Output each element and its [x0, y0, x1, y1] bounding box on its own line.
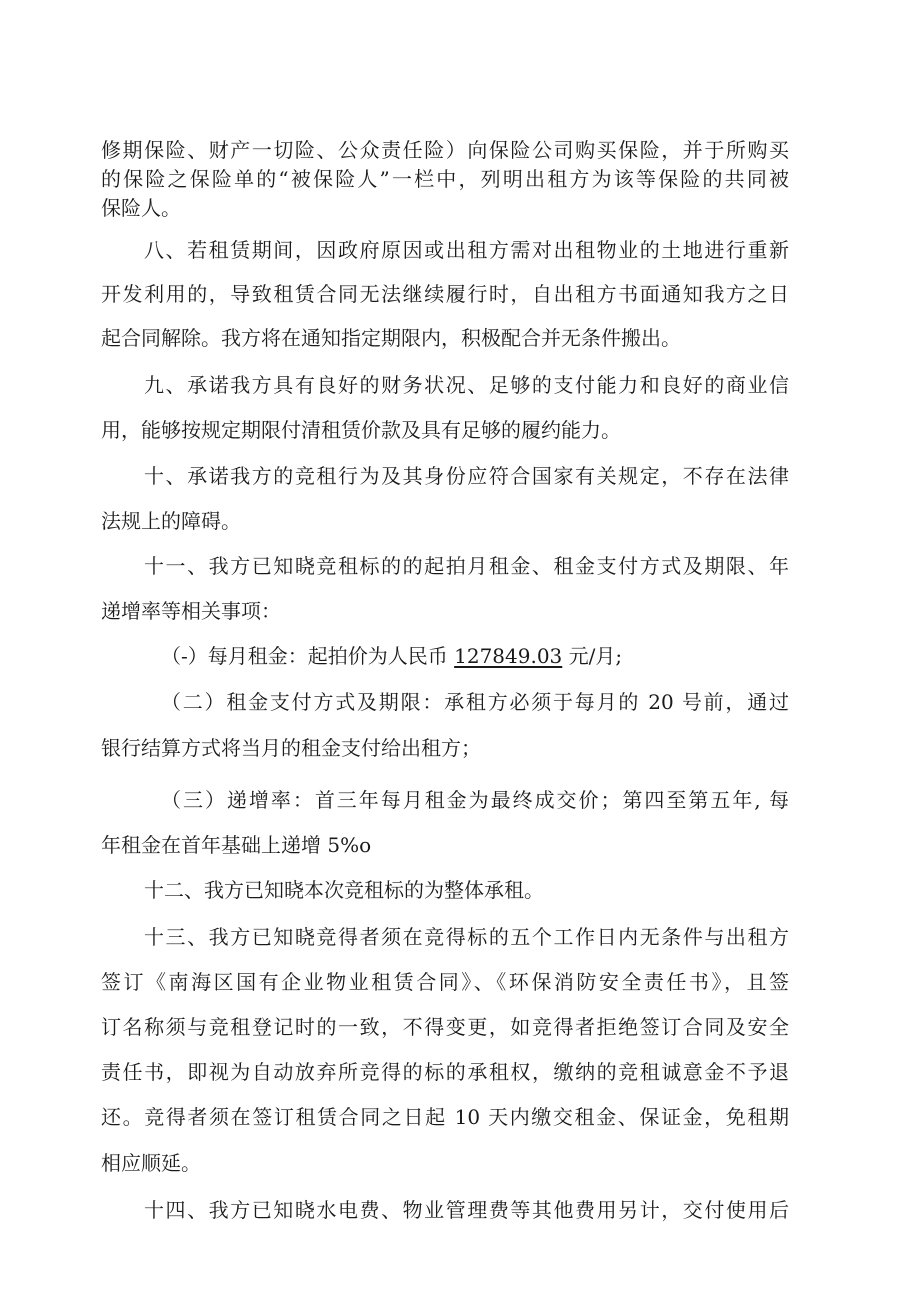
p9-line-2: 用，能够按规定期限付清租赁价款及具有足够的履约能力。 — [101, 418, 621, 442]
p11-line-1: 十一、我方已知晓竞租标的的起拍月租金、租金支付方式及期限、年 — [144, 554, 789, 578]
p14-line-1: 十四、我方已知晓水电费、物业管理费等其他费用另计，交付使用后 — [144, 1198, 789, 1222]
p10-line-1: 十、承诺我方的竞租行为及其身份应符合国家有关规定，不存在法律 — [144, 464, 789, 488]
item2-line-1: （二）租金支付方式及期限：承租方必须于每月的 20 号前，通过 — [161, 690, 789, 714]
item1-line — [161, 642, 622, 670]
item1-prefix: （-）每月租金：起拍价为人民币 — [161, 644, 455, 668]
starting-rent-amount: 127849.03 — [454, 644, 563, 668]
p13-line-1: 十三、我方已知晓竞得者须在竞得标的五个工作日内无条件与出租方 — [144, 925, 789, 949]
item2-line-2: 银行结算方式将当月的租金支付给出租方； — [101, 736, 481, 760]
item3-line-1: （三）递增率：首三年每月租金为最终成交价；第四至第五年, 每 — [161, 788, 789, 812]
p12-line-1: 十二、我方已知晓本次竞租标的为整体承租。 — [144, 878, 544, 902]
p7-line-2: 的保险之保险单的“被保险人”一栏中，列明出租方为该等保险的共同被 — [101, 167, 789, 191]
p8-line-3: 起合同解除。我方将在通知指定期限内，积极配合并无条件搬出。 — [101, 326, 681, 350]
p7-line-3: 保险人。 — [101, 196, 181, 220]
item1-suffix: 元/月; — [562, 644, 623, 668]
item3-line-2: 年租金在首年基础上递增 5%o — [101, 833, 372, 857]
p8-line-2: 开发利用的，导致租赁合同无法继续履行时，自出租方书面通知我方之日 — [101, 282, 789, 306]
p13-line-4: 责任书，即视为自动放弃所竞得的标的承租权，缴纳的竞租诚意金不予退 — [101, 1060, 789, 1084]
p8-line-1: 八、若租赁期间，因政府原因或出租方需对出租物业的土地进行重新 — [144, 238, 789, 262]
p9-line-1: 九、承诺我方具有良好的财务状况、足够的支付能力和良好的商业信 — [144, 373, 789, 397]
p7-line-1: 修期保险、财产一切险、公众责任险）向保险公司购买保险，并于所购买 — [101, 138, 789, 162]
p13-line-3: 订名称须与竞租登记时的一致，不得变更，如竞得者拒绝签订合同及安全 — [101, 1015, 789, 1039]
p13-line-2: 签订《南海区国有企业物业租赁合同》、《环保消防安全责任书》，且签 — [101, 970, 789, 994]
p13-line-5: 还。竞得者须在签订租赁合同之日起 10 天内缴交租金、保证金，免租期 — [101, 1105, 789, 1129]
p10-line-2: 法规上的障碍。 — [101, 509, 241, 533]
p11-line-2: 递增率等相关事项： — [101, 599, 281, 623]
p13-line-6: 相应顺延。 — [101, 1151, 201, 1175]
